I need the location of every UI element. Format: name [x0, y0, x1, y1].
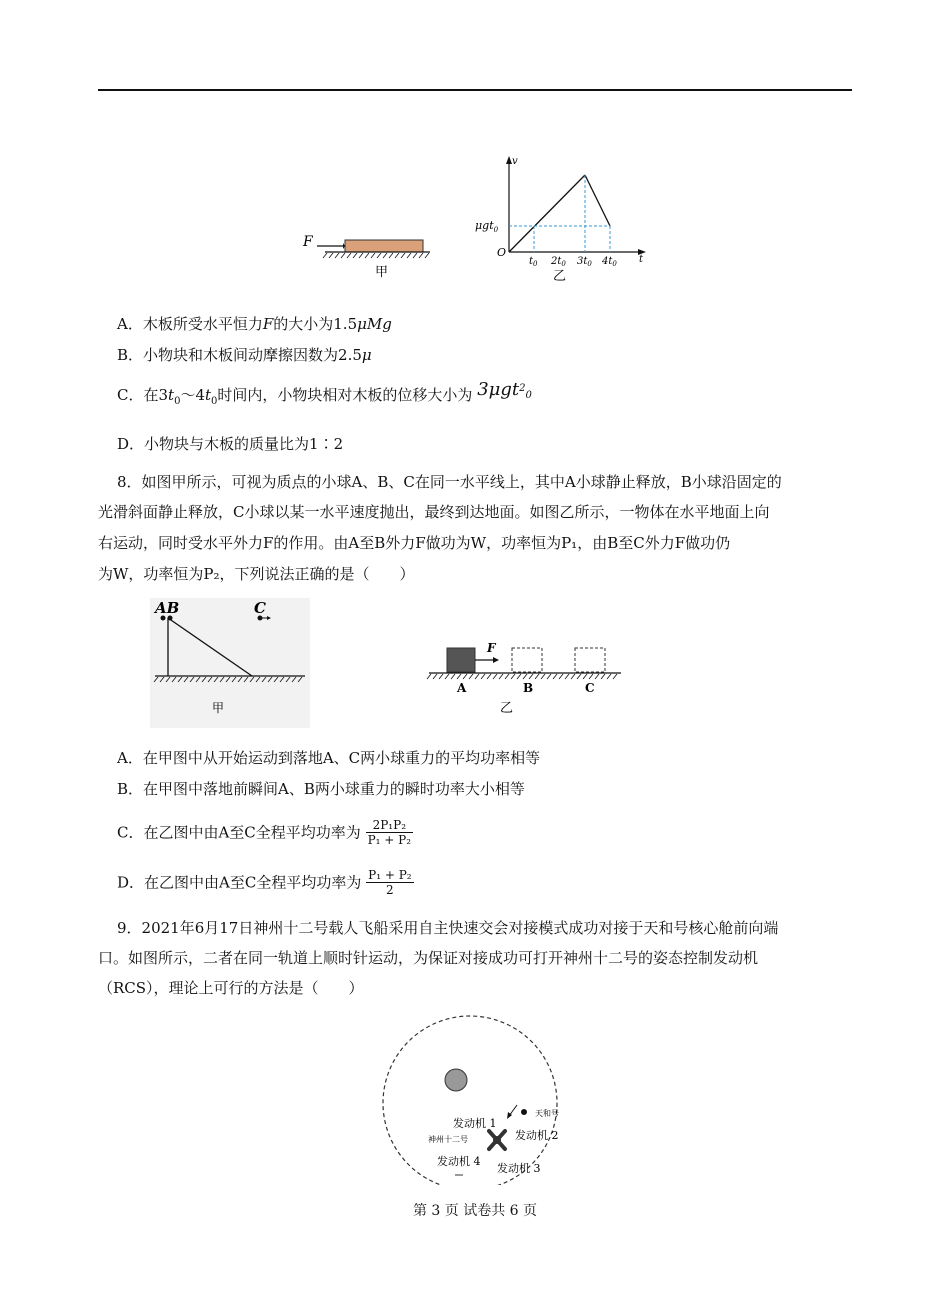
velocity-line-rise	[509, 175, 585, 252]
q8-stem-line-2: 光滑斜面静止释放，C小球以某一水平速度抛出，最终到达地面。如图乙所示，一物体在水平地面上向	[98, 503, 770, 521]
svg-text:t: t	[639, 254, 644, 265]
q7-option-a[interactable]: A．木板所受水平恒力F的大小为1.5μMg	[117, 315, 392, 333]
force-label: F	[303, 234, 313, 250]
svg-text:发动机 4: 发动机 4	[437, 1155, 481, 1168]
q9-stem-line-2: 口。如图所示，二者在同一轨道上顺时针运动，为保证对接成功可打开神州十二号的姿态控制发动机	[98, 949, 759, 967]
q8-option-c[interactable]: C．在乙图中由A至C全程平均功率为 $\frac{\text{2P₁P₂}}{\text{P₁ + P₂}}$	[117, 818, 412, 847]
block-dashed-b	[512, 648, 542, 672]
velocity-line-fall	[585, 175, 610, 226]
q8-stem-line-3: 右运动，同时受水平外力F的作用。由A至B外力F做功为W，功率恒为P₁，由B至C外力F做功仍	[98, 534, 731, 552]
figure-q7-yi	[475, 156, 646, 284]
page-footer: 第 3 页 试卷共 6 页	[412, 1203, 538, 1219]
block-solid	[447, 648, 475, 672]
svg-text:发动机 3: 发动机 3	[497, 1162, 541, 1175]
q9-stem-line-1: 9．2021年6月17日神州十二号载人飞船采用自主快速交会对接模式成功对接于天和号核心舱前向端	[117, 919, 779, 937]
tianhe-module	[521, 1109, 527, 1115]
svg-text:发动机 2: 发动机 2	[515, 1129, 559, 1142]
fraction-d: $\frac{\text{P₁ + P₂}}{2}$	[368, 868, 412, 897]
figure-q8-jia	[150, 598, 310, 728]
q7-option-c[interactable]: C．在$3t_0\sim 4t_0$时间内，小物块相对木板的位移大小为 3μgt$^2_0$	[117, 379, 532, 407]
svg-text:μgt0: μgt$_0$	[475, 219, 499, 234]
figure-q9	[375, 1015, 585, 1185]
caption-jia: 甲	[375, 265, 389, 280]
svg-text:C: C	[585, 681, 595, 695]
figure-q7-jia	[302, 234, 430, 280]
svg-text:t0: $t_0$	[529, 256, 538, 268]
board-block	[345, 240, 423, 252]
block-dashed-c	[575, 648, 605, 672]
svg-text:3t0: $3t_0$	[577, 256, 592, 268]
svg-text:发动机 1: 发动机 1	[453, 1117, 497, 1130]
q9-stem-line-3: （RCS），理论上可行的方法是（ ）	[98, 979, 364, 997]
svg-text:AB: AB	[155, 599, 180, 617]
svg-text:乙: 乙	[500, 701, 514, 716]
figure-q7	[295, 150, 655, 285]
caption-yi: 乙	[553, 269, 567, 284]
svg-text:F: F	[487, 641, 496, 655]
header-rule	[98, 89, 852, 91]
q7-option-b[interactable]: B．小物块和木板间动摩擦因数为2.5μ	[117, 346, 372, 364]
svg-text:v: v	[512, 156, 518, 167]
svg-text:A: A	[457, 681, 467, 695]
figure-q8-yi	[425, 640, 625, 720]
svg-text:4t0: $4t_0$	[602, 256, 617, 268]
fraction-c: $\frac{\text{2P₁P₂}}{\text{P₁ + P₂}}$	[367, 818, 412, 847]
svg-text:天和号: 天和号	[535, 1109, 559, 1118]
q7-option-d[interactable]: D．小物块与木板的质量比为1∶2	[117, 435, 344, 453]
svg-text:O: O	[497, 246, 507, 259]
svg-text:C: C	[254, 599, 266, 617]
q8-option-a[interactable]: A．在甲图中从开始运动到落地A、C两小球重力的平均功率相等	[117, 749, 541, 767]
q8-stem-line-1: 8．如图甲所示，可视为质点的小球A、B、C在同一水平线上，其中A小球静止释放，B小球沿固定的	[117, 473, 782, 491]
q8-option-b[interactable]: B．在甲图中落地前瞬间A、B两小球重力的瞬时功率大小相等	[117, 780, 525, 798]
earth	[445, 1069, 467, 1091]
q8-stem-line-4: 为W，功率恒为P₂，下列说法正确的是（ ）	[98, 565, 415, 583]
svg-text:神州十二号: 神州十二号	[428, 1135, 468, 1144]
q8-option-d[interactable]: D．在乙图中由A至C全程平均功率为 $\frac{\text{P₁ + P₂}}{2}$	[117, 868, 412, 897]
svg-text:甲: 甲	[212, 701, 225, 715]
svg-text:B: B	[523, 681, 534, 695]
svg-text:2t0: $2t_0$	[551, 256, 566, 268]
